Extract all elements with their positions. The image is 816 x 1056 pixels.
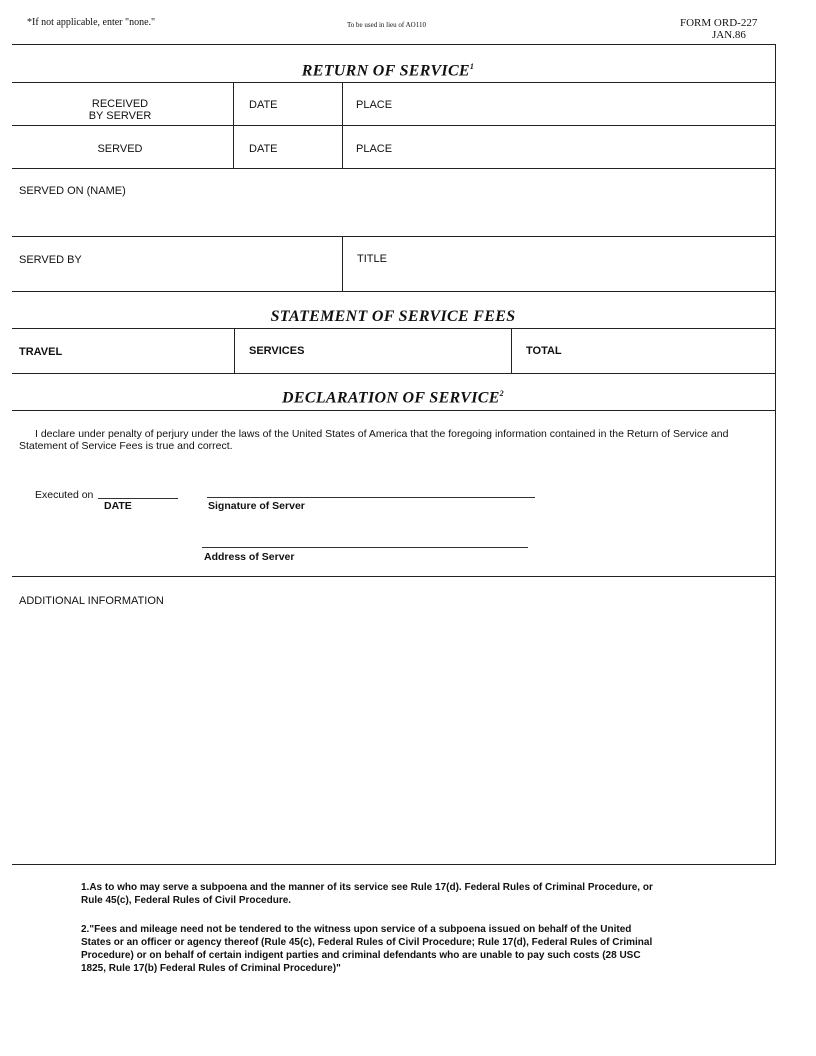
form-number: FORM ORD-227 <box>680 17 758 29</box>
footnote-1: 1.As to who may serve a subpoena and the manner of its service see Rule 17(d). Federal Rules of Criminal Procedure, or Rule 45(c), Federal Rules of Civil Procedure. <box>81 882 653 906</box>
served-place-label: PLACE <box>356 143 393 155</box>
total-label: TOTAL <box>526 345 562 357</box>
address-of-server-label: Address of Server <box>204 551 295 563</box>
executed-on-label: Executed on <box>35 489 94 501</box>
additional-information-label: ADDITIONAL INFORMATION <box>19 595 164 607</box>
declaration-text-line1: I declare under penalty of perjury under the laws of the United States of America that the foregoing information contained in the Return of Service and <box>35 428 729 440</box>
signature-of-server-label: Signature of Server <box>208 500 305 512</box>
footnote-2: 2."Fees and mileage need not be tendered to the witness upon service of a subpoena issued on behalf of the United States or an officer or agency thereof (Rule 45(c), Federal Rules of Civil Procedure; Rule 17(d), Federal Rules of Criminal Procedure) or on behalf of certain indigent parties and criminal defendants who are unable to pay such costs (28 USC 1825, Rule 17(b) Federal Rules of Criminal Procedure)" <box>81 924 653 974</box>
served-by-label: SERVED BY <box>19 254 82 266</box>
header-center-note: To be used in lieu of AO110 <box>347 21 426 29</box>
date-line <box>98 498 178 499</box>
return-of-service-title: RETURN OF SERVICE$^1$ <box>301 62 475 80</box>
signature-line <box>207 497 535 498</box>
received-date-label: DATE <box>249 99 278 111</box>
served-label: SERVED <box>97 143 143 155</box>
date-label: DATE <box>104 500 132 512</box>
served-date-label: DATE <box>249 143 278 155</box>
received-by-server-label: RECEIVED BY SERVER <box>88 98 152 122</box>
travel-label: TRAVEL <box>19 346 63 358</box>
services-label: SERVICES <box>249 345 305 357</box>
service-fees-title: STATEMENT OF SERVICE FEES <box>270 308 516 325</box>
served-on-name-label: SERVED ON (NAME) <box>19 185 126 197</box>
form-date: JAN.86 <box>712 29 746 41</box>
declaration-text-line2: Statement of Service Fees is true and correct. <box>19 440 233 452</box>
header-note: *If not applicable, enter "none." <box>27 17 156 28</box>
address-line <box>202 547 528 548</box>
received-place-label: PLACE <box>356 99 393 111</box>
declaration-title: DECLARATION OF SERVICE$^2$ <box>282 389 504 407</box>
title-label: TITLE <box>357 253 387 265</box>
